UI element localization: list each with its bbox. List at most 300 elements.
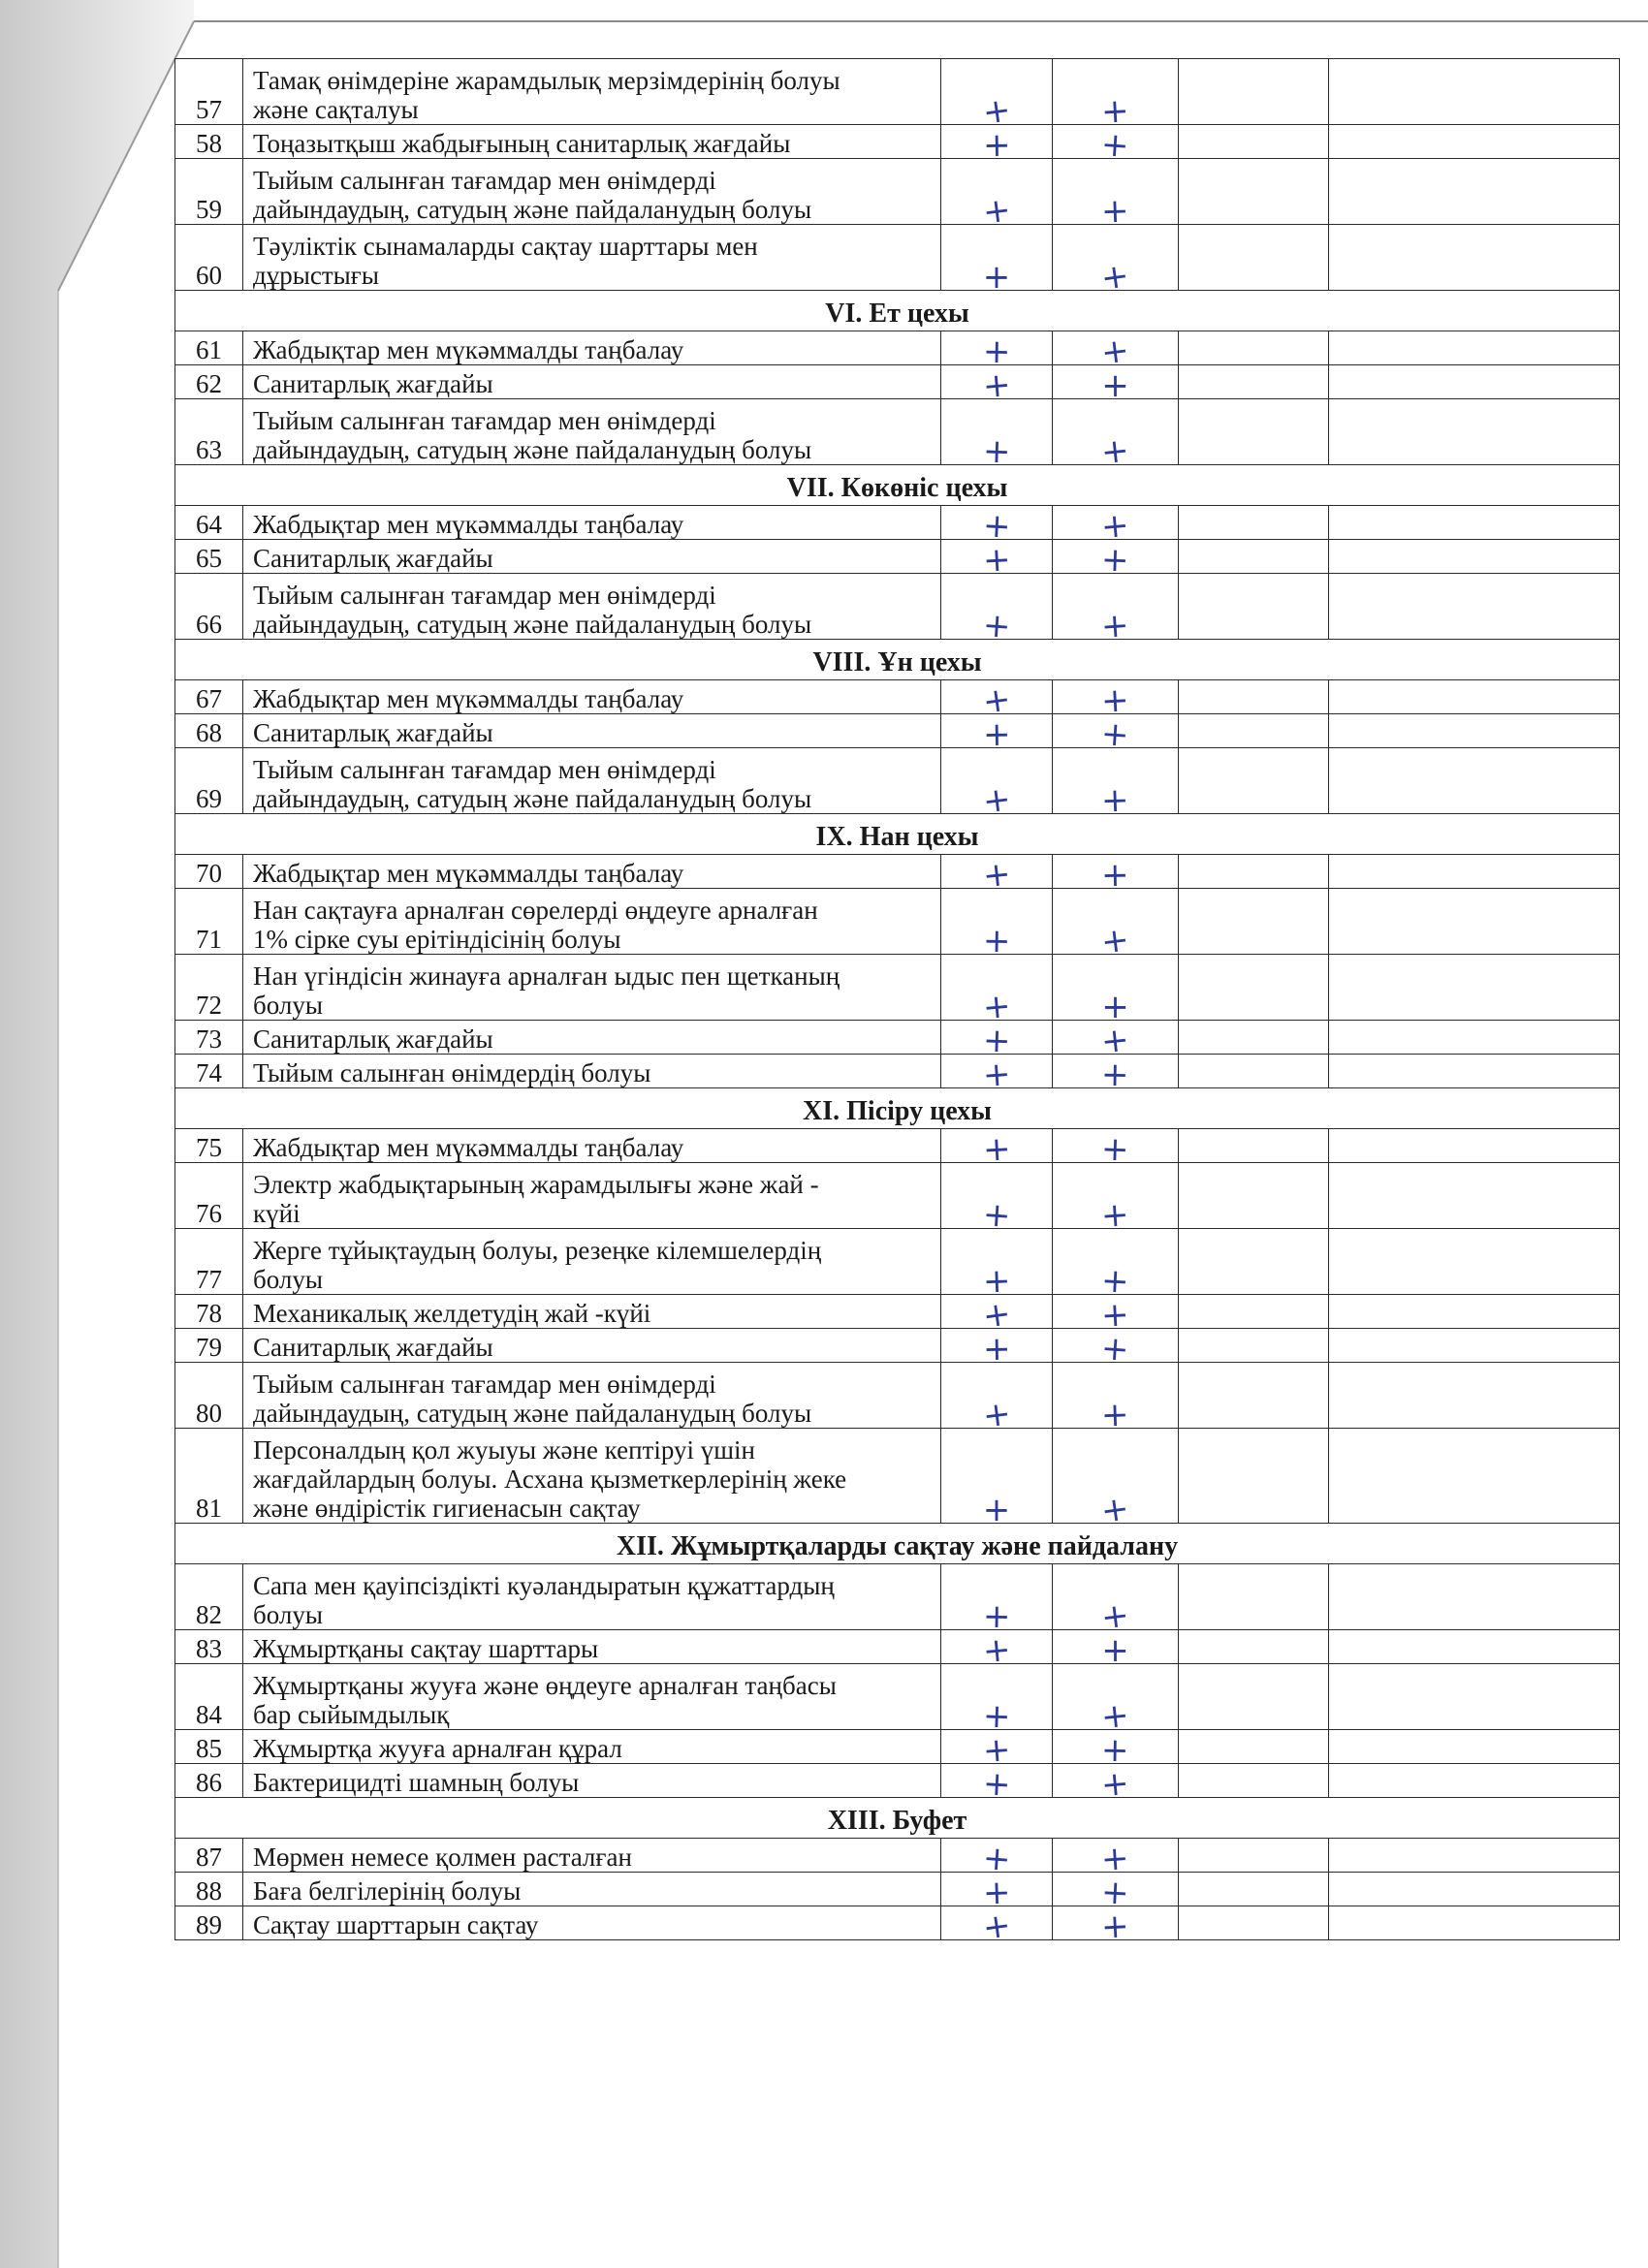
checklist-row xyxy=(175,1129,1620,1163)
row-description xyxy=(243,1730,941,1764)
checklist-row xyxy=(175,1564,1620,1630)
description-line: Тыйым салынған тағамдар мен өнімдерді xyxy=(253,581,716,610)
blank-cell-1 xyxy=(1179,159,1329,225)
row-number: 65 xyxy=(175,540,243,574)
handwritten-plus-mark: + xyxy=(1101,988,1129,1026)
handwritten-plus-mark: + xyxy=(980,190,1013,233)
checklist-row xyxy=(175,680,1620,714)
section-title: VII. Көкөніс цехы xyxy=(175,465,1620,506)
row-description xyxy=(243,1129,941,1163)
description-line: Жабдықтар мен мүкәммалды таңбалау xyxy=(253,1133,684,1162)
description-line: болуы xyxy=(253,1265,323,1294)
handwritten-plus-mark: + xyxy=(1100,1129,1130,1170)
row-description xyxy=(243,1564,941,1630)
handwritten-plus-mark: + xyxy=(1099,1020,1131,1062)
checklist-row xyxy=(175,1021,1620,1055)
handwritten-plus-mark: + xyxy=(982,714,1011,755)
row-number: 57 xyxy=(175,59,243,125)
blank-cell-2 xyxy=(1329,540,1620,574)
section-header xyxy=(175,1798,1620,1839)
row-number: 68 xyxy=(175,714,243,748)
blank-cell-2 xyxy=(1329,955,1620,1021)
handwritten-plus-mark: + xyxy=(1100,91,1130,132)
row-number: 73 xyxy=(175,1021,243,1055)
check-cell-1 xyxy=(941,1021,1053,1061)
check-cell-2 xyxy=(1053,1906,1179,1947)
checklist-row xyxy=(175,1329,1620,1363)
blank-cell-1 xyxy=(1179,855,1329,889)
description-line: Тыйым салынған тағамдар мен өнімдерді xyxy=(253,755,716,784)
blank-cell-1 xyxy=(1179,506,1329,540)
handwritten-plus-mark: + xyxy=(981,1764,1012,1805)
description-line: дайындаудың, сатудың және пайдаланудың болуы xyxy=(253,195,812,224)
description-line: Жабдықтар мен мүкәммалды таңбалау xyxy=(253,859,684,888)
blank-cell-2 xyxy=(1329,1295,1620,1329)
section-header xyxy=(175,1088,1620,1129)
checklist-row xyxy=(175,714,1620,748)
handwritten-plus-mark: + xyxy=(1099,125,1131,166)
blank-cell-1 xyxy=(1179,399,1329,465)
checklist-row xyxy=(175,59,1620,125)
checklist-body xyxy=(175,59,1620,1948)
row-description xyxy=(243,1630,941,1664)
check-cell-1 xyxy=(941,1329,1053,1370)
blank-cell-1 xyxy=(1179,1730,1329,1764)
row-number: 64 xyxy=(175,506,243,540)
blank-cell-2 xyxy=(1329,399,1620,465)
handwritten-plus-mark: + xyxy=(1099,1763,1131,1806)
check-cell-2 xyxy=(1053,1163,1179,1236)
check-cell-1 xyxy=(941,1429,1053,1529)
handwritten-plus-mark: + xyxy=(1099,1839,1131,1879)
handwritten-plus-mark: + xyxy=(1100,1730,1130,1771)
check-cell-1 xyxy=(941,889,1053,961)
blank-cell-2 xyxy=(1329,680,1620,714)
row-number: 86 xyxy=(175,1764,243,1798)
check-cell-2 xyxy=(1053,225,1179,299)
check-cell-2 xyxy=(1053,1020,1179,1062)
blank-cell-1 xyxy=(1179,1873,1329,1906)
row-number: 63 xyxy=(175,399,243,465)
description-line: дайындаудың, сатудың және пайдаланудың болуы xyxy=(253,1399,812,1428)
check-cell-2 xyxy=(1053,1839,1179,1879)
check-cell-2 xyxy=(1053,540,1179,581)
description-line: Тыйым салынған тағамдар мен өнімдерді xyxy=(253,406,716,435)
row-description xyxy=(243,1429,941,1524)
handwritten-plus-mark: + xyxy=(1100,780,1130,821)
checklist-row xyxy=(175,1873,1620,1906)
checklist-table xyxy=(174,58,1620,1948)
row-description xyxy=(243,365,941,399)
row-description xyxy=(243,225,941,291)
handwritten-plus-mark: + xyxy=(980,1294,1013,1337)
description-line: Баға белгілерінің болуы xyxy=(253,1876,522,1906)
check-cell-1 xyxy=(941,854,1053,897)
check-cell-1 xyxy=(941,1629,1053,1672)
row-number: 79 xyxy=(175,1329,243,1363)
section-header xyxy=(175,291,1620,331)
handwritten-plus-mark: + xyxy=(1100,1873,1130,1913)
check-cell-1 xyxy=(941,1294,1053,1337)
handwritten-plus-mark: + xyxy=(1100,1906,1130,1947)
check-cell-2 xyxy=(1053,748,1179,821)
handwritten-plus-mark: + xyxy=(981,506,1012,547)
checklist-row xyxy=(175,159,1620,225)
row-description xyxy=(243,59,941,125)
handwritten-plus-mark: + xyxy=(982,1873,1011,1913)
handwritten-plus-mark: + xyxy=(1100,1395,1130,1435)
handwritten-plus-mark: + xyxy=(981,606,1012,646)
row-number: 59 xyxy=(175,159,243,225)
description-line: Жерге тұйықтаудың болуы, резеңке кілемшелердің xyxy=(253,1236,822,1265)
check-cell-1 xyxy=(941,748,1053,822)
description-line: Жабдықтар мен мүкәммалды таңбалау xyxy=(253,684,684,713)
check-cell-1 xyxy=(941,159,1053,233)
handwritten-plus-mark: + xyxy=(1099,1695,1131,1738)
handwritten-plus-mark: + xyxy=(980,854,1013,897)
row-description xyxy=(243,955,941,1021)
row-description xyxy=(243,1839,941,1873)
handwritten-plus-mark: + xyxy=(1098,1489,1132,1531)
description-line: Санитарлық жағдайы xyxy=(253,1024,493,1054)
check-cell-2 xyxy=(1053,1763,1179,1806)
description-line: Нан үгіндісін жинауға арналған ыдыс пен щетканың xyxy=(253,961,840,991)
blank-cell-2 xyxy=(1329,1363,1620,1429)
check-cell-2 xyxy=(1053,1429,1179,1531)
blank-cell-2 xyxy=(1329,1906,1620,1940)
blank-cell-1 xyxy=(1179,125,1329,159)
checklist-row xyxy=(175,540,1620,574)
row-description xyxy=(243,1363,941,1429)
blank-cell-1 xyxy=(1179,1664,1329,1730)
blank-cell-1 xyxy=(1179,540,1329,574)
handwritten-plus-mark: + xyxy=(1101,366,1129,405)
check-cell-1 xyxy=(941,1363,1053,1436)
checklist-row xyxy=(175,399,1620,465)
row-description xyxy=(243,1873,941,1906)
blank-cell-2 xyxy=(1329,714,1620,748)
handwritten-plus-mark: + xyxy=(1099,606,1131,646)
handwritten-plus-mark: + xyxy=(980,679,1013,722)
check-cell-1 xyxy=(941,1564,1053,1637)
check-cell-1 xyxy=(941,1764,1053,1805)
blank-cell-2 xyxy=(1329,1021,1620,1055)
description-line: Санитарлық жағдайы xyxy=(253,718,493,747)
checklist-row xyxy=(175,574,1620,640)
check-cell-2 xyxy=(1053,1630,1179,1670)
check-cell-1 xyxy=(941,225,1053,297)
blank-cell-1 xyxy=(1179,1329,1329,1363)
row-number: 76 xyxy=(175,1163,243,1229)
checklist-row xyxy=(175,225,1620,291)
blank-cell-2 xyxy=(1329,574,1620,640)
description-line: жағдайлардың болуы. Асхана қызметкерлерінің жеке xyxy=(253,1465,847,1494)
row-description xyxy=(243,889,941,955)
handwritten-plus-mark: + xyxy=(981,986,1012,1028)
section-header xyxy=(175,1524,1620,1564)
handwritten-plus-mark: + xyxy=(982,1491,1011,1529)
row-number: 78 xyxy=(175,1295,243,1329)
check-cell-1 xyxy=(941,1229,1053,1302)
check-cell-2 xyxy=(1053,855,1179,896)
row-description xyxy=(243,506,941,540)
description-line: дұрыстығы xyxy=(253,261,380,290)
row-number: 80 xyxy=(175,1363,243,1429)
description-line: Санитарлық жағдайы xyxy=(253,369,493,398)
check-cell-2 xyxy=(1053,1055,1179,1095)
blank-cell-1 xyxy=(1179,225,1329,291)
checklist-row xyxy=(175,889,1620,955)
check-cell-1 xyxy=(941,399,1053,472)
blank-cell-1 xyxy=(1179,365,1329,399)
blank-cell-1 xyxy=(1179,1564,1329,1630)
row-description xyxy=(243,331,941,365)
description-line: дайындаудың, сатудың және пайдаланудың болуы xyxy=(253,610,812,639)
checklist-row xyxy=(175,331,1620,365)
check-cell-1 xyxy=(941,1664,1053,1737)
handwritten-plus-mark: + xyxy=(982,1696,1011,1737)
row-number: 89 xyxy=(175,1906,243,1940)
blank-cell-2 xyxy=(1329,1429,1620,1524)
handwritten-plus-mark: + xyxy=(982,431,1011,472)
handwritten-plus-mark: + xyxy=(981,1055,1012,1095)
checklist-row xyxy=(175,125,1620,159)
check-cell-2 xyxy=(1053,1229,1179,1302)
handwritten-plus-mark: + xyxy=(982,1261,1011,1302)
handwritten-plus-mark: + xyxy=(981,364,1012,407)
checklist-row xyxy=(175,365,1620,399)
check-cell-2 xyxy=(1053,1873,1179,1913)
check-cell-2 xyxy=(1053,1664,1179,1738)
checklist-row xyxy=(175,1363,1620,1429)
row-description xyxy=(243,714,941,748)
handwritten-plus-mark: + xyxy=(981,1629,1012,1672)
section-header xyxy=(175,814,1620,855)
row-number: 74 xyxy=(175,1055,243,1088)
description-line: дайындаудың, сатудың және пайдаланудың болуы xyxy=(253,435,812,464)
handwritten-plus-mark: + xyxy=(1100,1055,1130,1095)
blank-cell-1 xyxy=(1179,1363,1329,1429)
row-number: 87 xyxy=(175,1839,243,1873)
handwritten-plus-mark: + xyxy=(982,1596,1011,1637)
description-line: Механикалық желдетудің жай -күйі xyxy=(253,1299,651,1328)
row-description xyxy=(243,399,941,465)
checklist-row xyxy=(175,1163,1620,1229)
check-cell-1 xyxy=(941,540,1053,581)
check-cell-1 xyxy=(941,679,1053,722)
handwritten-plus-mark: + xyxy=(1098,920,1132,962)
handwritten-plus-mark: + xyxy=(982,125,1011,166)
blank-cell-1 xyxy=(1179,1764,1329,1798)
row-description xyxy=(243,125,941,159)
check-cell-2 xyxy=(1053,331,1179,373)
check-cell-2 xyxy=(1053,680,1179,721)
description-line: Жабдықтар мен мүкәммалды таңбалау xyxy=(253,510,684,539)
checklist-row xyxy=(175,1664,1620,1730)
description-line: және сақталуы xyxy=(253,95,419,124)
blank-cell-2 xyxy=(1329,855,1620,889)
handwritten-plus-mark: + xyxy=(981,1839,1012,1879)
section-header xyxy=(175,640,1620,680)
row-description xyxy=(243,855,941,889)
check-cell-1 xyxy=(941,125,1053,166)
checklist-row xyxy=(175,855,1620,889)
row-description xyxy=(243,1764,941,1798)
checklist-row xyxy=(175,1839,1620,1873)
blank-cell-1 xyxy=(1179,1839,1329,1873)
blank-cell-1 xyxy=(1179,1163,1329,1229)
checklist-row xyxy=(175,506,1620,540)
check-cell-2 xyxy=(1053,889,1179,962)
blank-cell-2 xyxy=(1329,1329,1620,1363)
section-header xyxy=(175,465,1620,506)
blank-cell-2 xyxy=(1329,1229,1620,1295)
handwritten-plus-mark: + xyxy=(1100,540,1130,581)
check-cell-2 xyxy=(1053,574,1179,646)
blank-cell-2 xyxy=(1329,1873,1620,1906)
check-cell-1 xyxy=(941,59,1053,133)
check-cell-2 xyxy=(1053,714,1179,755)
blank-cell-1 xyxy=(1179,1906,1329,1940)
handwritten-plus-mark: + xyxy=(1099,1195,1131,1236)
check-cell-2 xyxy=(1053,1329,1179,1370)
row-number: 84 xyxy=(175,1664,243,1730)
blank-cell-2 xyxy=(1329,331,1620,365)
blank-cell-2 xyxy=(1329,748,1620,814)
check-cell-2 xyxy=(1053,1730,1179,1771)
check-cell-2 xyxy=(1053,399,1179,473)
handwritten-plus-mark: + xyxy=(982,258,1011,297)
blank-cell-1 xyxy=(1179,1295,1329,1329)
blank-cell-2 xyxy=(1329,1630,1620,1664)
handwritten-plus-mark: + xyxy=(1098,1595,1132,1638)
checklist-row xyxy=(175,1630,1620,1664)
checklist-row xyxy=(175,748,1620,814)
handwritten-plus-mark: + xyxy=(1099,430,1131,473)
row-description xyxy=(243,1021,941,1055)
blank-cell-2 xyxy=(1329,365,1620,399)
row-number: 82 xyxy=(175,1564,243,1630)
row-number: 66 xyxy=(175,574,243,640)
description-line: Тыйым салынған өнімдердің болуы xyxy=(253,1058,651,1087)
row-description xyxy=(243,1229,941,1295)
blank-cell-1 xyxy=(1179,574,1329,640)
row-number: 61 xyxy=(175,331,243,365)
checklist-row xyxy=(175,1730,1620,1764)
check-cell-2 xyxy=(1053,125,1179,166)
check-cell-1 xyxy=(941,1906,1053,1948)
blank-cell-1 xyxy=(1179,59,1329,125)
description-line: Тыйым салынған тағамдар мен өнімдерді xyxy=(253,166,716,195)
handwritten-plus-mark: + xyxy=(1099,714,1131,755)
section-title: XIII. Буфет xyxy=(175,1798,1620,1839)
blank-cell-1 xyxy=(1179,955,1329,1021)
row-description xyxy=(243,1055,941,1088)
description-line: Жұмыртқаны сақтау шарттары xyxy=(253,1634,599,1663)
check-cell-1 xyxy=(941,364,1053,407)
description-line: Тоңазытқыш жабдығының санитарлық жағдайы xyxy=(253,129,791,158)
section-title: VI. Ет цехы xyxy=(175,291,1620,331)
row-number: 67 xyxy=(175,680,243,714)
row-description xyxy=(243,1664,941,1730)
description-line: Бактерицидті шамның болуы xyxy=(253,1768,580,1797)
blank-cell-1 xyxy=(1179,1055,1329,1088)
handwritten-plus-mark: + xyxy=(980,779,1013,822)
checklist-row xyxy=(175,1429,1620,1524)
blank-cell-2 xyxy=(1329,506,1620,540)
check-cell-2 xyxy=(1053,159,1179,232)
description-line: күйі xyxy=(253,1199,301,1228)
description-line: Тыйым салынған тағамдар мен өнімдерді xyxy=(253,1370,716,1399)
row-number: 77 xyxy=(175,1229,243,1295)
description-line: және өндірістік гигиенасын сақтау xyxy=(253,1494,641,1523)
description-line: Санитарлық жағдайы xyxy=(253,544,493,573)
handwritten-plus-mark: + xyxy=(1098,331,1132,373)
row-description xyxy=(243,159,941,225)
check-cell-2 xyxy=(1053,1363,1179,1435)
description-line: Сақтау шарттарын сақтау xyxy=(253,1910,539,1939)
handwritten-plus-mark: + xyxy=(981,540,1012,581)
check-cell-2 xyxy=(1053,505,1179,548)
handwritten-plus-mark: + xyxy=(981,1129,1012,1170)
blank-cell-2 xyxy=(1329,125,1620,159)
handwritten-plus-mark: + xyxy=(1098,256,1132,299)
description-line: Жұмыртқа жууға арналған құрал xyxy=(253,1734,622,1763)
check-cell-1 xyxy=(941,1129,1053,1170)
blank-cell-1 xyxy=(1179,1630,1329,1664)
handwritten-plus-mark: + xyxy=(981,1195,1012,1236)
blank-cell-2 xyxy=(1329,159,1620,225)
row-number: 72 xyxy=(175,955,243,1021)
description-line: Тәуліктік сынамаларды сақтау шарттары мен xyxy=(253,232,758,261)
description-line: болуы xyxy=(253,1600,323,1629)
row-number: 60 xyxy=(175,225,243,291)
description-line: дайындаудың, сатудың және пайдаланудың болуы xyxy=(253,784,812,813)
check-cell-1 xyxy=(941,955,1053,1028)
checklist-row xyxy=(175,955,1620,1021)
row-number: 83 xyxy=(175,1630,243,1664)
handwritten-plus-mark: + xyxy=(1099,505,1131,548)
checklist-row xyxy=(175,1229,1620,1295)
blank-cell-1 xyxy=(1179,331,1329,365)
check-cell-2 xyxy=(1053,1295,1179,1336)
blank-cell-1 xyxy=(1179,1429,1329,1524)
checklist-row xyxy=(175,1295,1620,1329)
check-cell-1 xyxy=(941,1839,1053,1879)
handwritten-plus-mark: + xyxy=(1101,1631,1129,1670)
blank-cell-2 xyxy=(1329,1730,1620,1764)
description-line: Нан сақтауға арналған сөрелерді өңдеуге арналған xyxy=(253,896,818,925)
check-cell-1 xyxy=(941,1730,1053,1771)
description-line: Жабдықтар мен мүкәммалды таңбалау xyxy=(253,335,684,364)
row-number: 85 xyxy=(175,1730,243,1764)
row-description xyxy=(243,1295,941,1329)
blank-cell-2 xyxy=(1329,1163,1620,1229)
checklist-row xyxy=(175,1055,1620,1088)
handwritten-plus-mark: + xyxy=(982,331,1011,372)
row-number: 81 xyxy=(175,1429,243,1524)
check-cell-1 xyxy=(941,574,1053,646)
blank-cell-2 xyxy=(1329,889,1620,955)
handwritten-plus-mark: + xyxy=(982,921,1011,961)
row-number: 62 xyxy=(175,365,243,399)
handwritten-plus-mark: + xyxy=(1100,191,1130,232)
check-cell-1 xyxy=(941,1873,1053,1913)
checklist-row xyxy=(175,1906,1620,1940)
blank-cell-1 xyxy=(1179,748,1329,814)
section-title: XI. Пісіру цехы xyxy=(175,1088,1620,1129)
handwritten-plus-mark: + xyxy=(981,1730,1012,1771)
